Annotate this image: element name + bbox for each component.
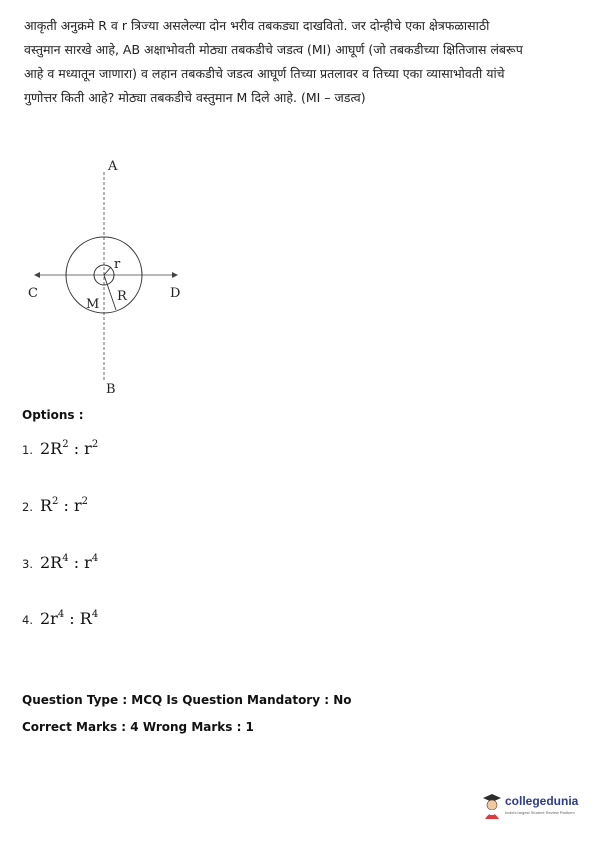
- options-heading: Options :: [22, 408, 84, 422]
- radius-r-line: [104, 267, 111, 275]
- disc-diagram: [26, 150, 196, 400]
- question-type-line: Question Type : MCQ Is Question Mandatory : No: [22, 693, 352, 707]
- question-line: आहे व मध्यातून जाणारा) व लहान तबकडीचे जडत्व आघूर्ण तिच्या प्रतलावर व तिच्या एका व्यासाभोवती यांचे: [24, 66, 505, 81]
- label-big-r: R: [117, 289, 127, 304]
- question-line: वस्तुमान सारखे आहे, AB अक्षाभोवती मोठ्या तबकडीचे जडत्व (MI) आघूर्ण (जो तबकडीच्या क्षितिजास लंबरूप: [24, 42, 523, 57]
- arrow-right-icon: [172, 272, 178, 278]
- label-c: C: [28, 286, 38, 301]
- option-3[interactable]: [22, 544, 98, 572]
- option-number: 2.: [22, 500, 33, 514]
- option-number: 3.: [22, 557, 33, 571]
- marks-line: Correct Marks : 4 Wrong Marks : 1: [22, 720, 254, 734]
- collegedunia-logo: [481, 792, 579, 822]
- student-mascot-icon: [481, 792, 503, 820]
- option-text: $R^2$ : $r^2$: [40, 496, 89, 515]
- logo-wordmark: collegedunia: [505, 794, 579, 808]
- question-line: गुणोत्तर किती आहे? मोठ्या तबकडीचे वस्तुमान M दिले आहे. (MI – जडत्व): [24, 90, 366, 105]
- label-small-r: r: [114, 257, 121, 272]
- radius-R-line: [104, 275, 116, 310]
- option-text: $2R^4$ : $r^4$: [40, 553, 99, 572]
- arrow-left-icon: [34, 272, 40, 278]
- option-text: $2r^4$ : $R^4$: [40, 609, 99, 628]
- label-a: A: [108, 159, 118, 174]
- option-number: 4.: [22, 613, 33, 627]
- label-b: B: [106, 382, 116, 397]
- option-number: 1.: [22, 443, 33, 457]
- logo-tagline: India's largest Student Review Platform: [505, 810, 575, 815]
- option-1[interactable]: [22, 430, 98, 458]
- disc-figure: [26, 150, 196, 400]
- option-2[interactable]: [22, 487, 88, 515]
- question-line: आकृती अनुक्रमे R व r त्रिज्या असलेल्या दोन भरीव तबकड्या दाखवितो. जर दोन्हीचे एका क्षेत्रफळासाठी: [24, 18, 490, 33]
- option-text: $2R^2$ : $r^2$: [40, 439, 99, 458]
- option-4[interactable]: [22, 600, 98, 628]
- question-text: [24, 14, 572, 110]
- label-m: M: [86, 297, 100, 312]
- label-d: D: [170, 286, 181, 301]
